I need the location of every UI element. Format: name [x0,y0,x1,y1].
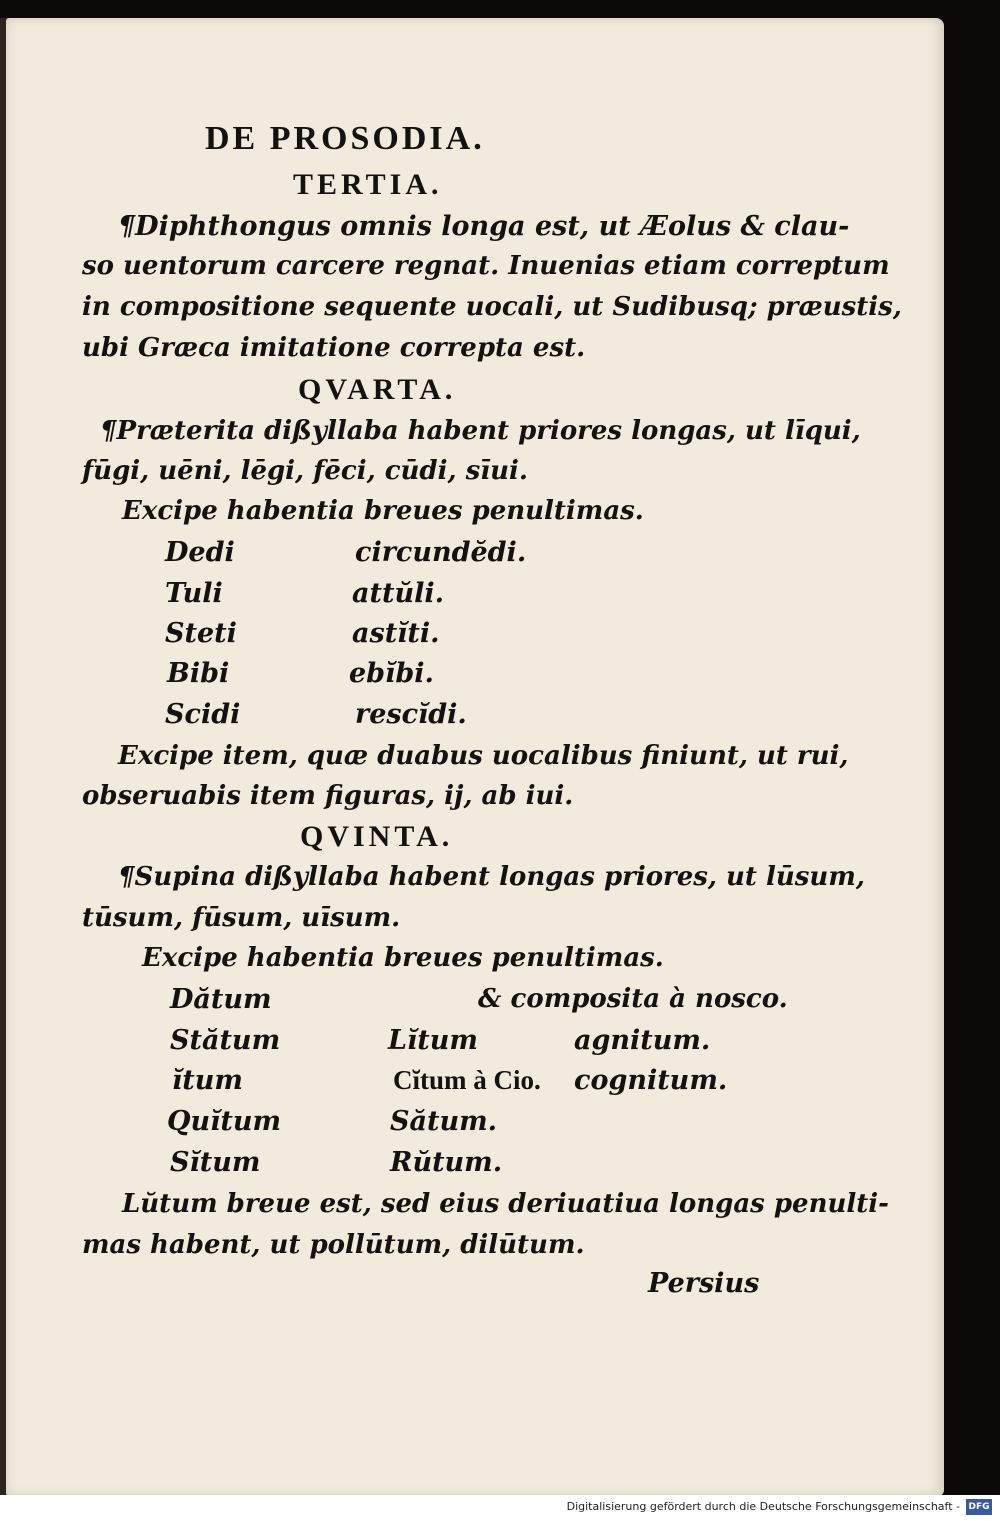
table-cell: ĭtum [172,1065,243,1096]
table-cell: agnitum. [574,1025,711,1056]
section-heading-tertia: TERTIA. [293,168,443,201]
text-line: Excipe habentia breues penultimas. [142,943,664,973]
table-cell: Steti [165,618,237,649]
text-line: tūsum, fūsum, uīsum. [82,903,401,933]
text-line: Lŭtum breue est, sed eius deriuatiua longas penulti- [122,1189,889,1219]
dfg-logo: DFG [966,1499,992,1515]
digitization-footer [0,1495,1000,1521]
table-cell: attŭli. [352,578,444,609]
table-cell: & composita à nosco. [478,984,788,1014]
table-cell: Rŭtum. [390,1147,503,1178]
table-cell: Scidi [165,699,241,730]
table-cell: Sĭtum [170,1147,261,1178]
catchword: Persius [648,1268,760,1299]
table-cell: rescĭdi. [355,699,467,730]
footer-credit: Digitalisierung gefördert durch die Deutsche Forschungsgemeinschaft - [566,1500,960,1513]
text-line: ¶Supina dißyllaba habent longas priores, ut lūsum, [118,862,865,892]
text-line: fūgi, uēni, lēgi, fēci, cūdi, sīui. [82,456,528,486]
section-heading-quinta: QVINTA. [300,820,454,853]
text-line: mas habent, ut pollūtum, dilūtum. [82,1230,585,1260]
table-cell: Quĭtum [167,1106,282,1137]
text-line: in compositione sequente uocali, ut Sudibusq; præustis, [82,292,902,322]
table-cell: circundĕdi. [355,537,527,568]
table-cell: Bibi [167,658,230,689]
text-line: Excipe habentia breues penultimas. [122,496,644,526]
table-cell: Tuli [165,578,223,609]
text-line: ¶Præterita dißyllaba habent priores longas, ut līqui, [100,416,861,446]
text-line: so uentorum carcere regnat. Inuenias etiam correptum [82,251,890,281]
table-cell: ebĭbi. [349,658,434,689]
text-line: obseruabis item figuras, ij, ab iui. [82,781,574,811]
table-cell: Dedi [165,537,235,568]
table-cell: Lĭtum [388,1025,478,1056]
section-heading-quarta: QVARTA. [298,373,457,406]
text-line: Excipe item, quæ duabus uocalibus finiunt, ut rui, [118,741,849,771]
table-cell: cognitum. [574,1065,728,1096]
table-cell: astĭti. [352,618,440,649]
table-cell: Sătum. [390,1106,498,1137]
table-cell: Cĭtum à Cio. [393,1065,541,1095]
running-head: DE PROSODIA. [205,120,485,157]
table-cell: Dătum [170,984,272,1015]
text-line: ¶Diphthongus omnis longa est, ut Æolus & clau- [118,211,850,242]
text-line: ubi Græca imitatione correpta est. [82,333,586,363]
table-cell: Stătum [170,1025,281,1056]
